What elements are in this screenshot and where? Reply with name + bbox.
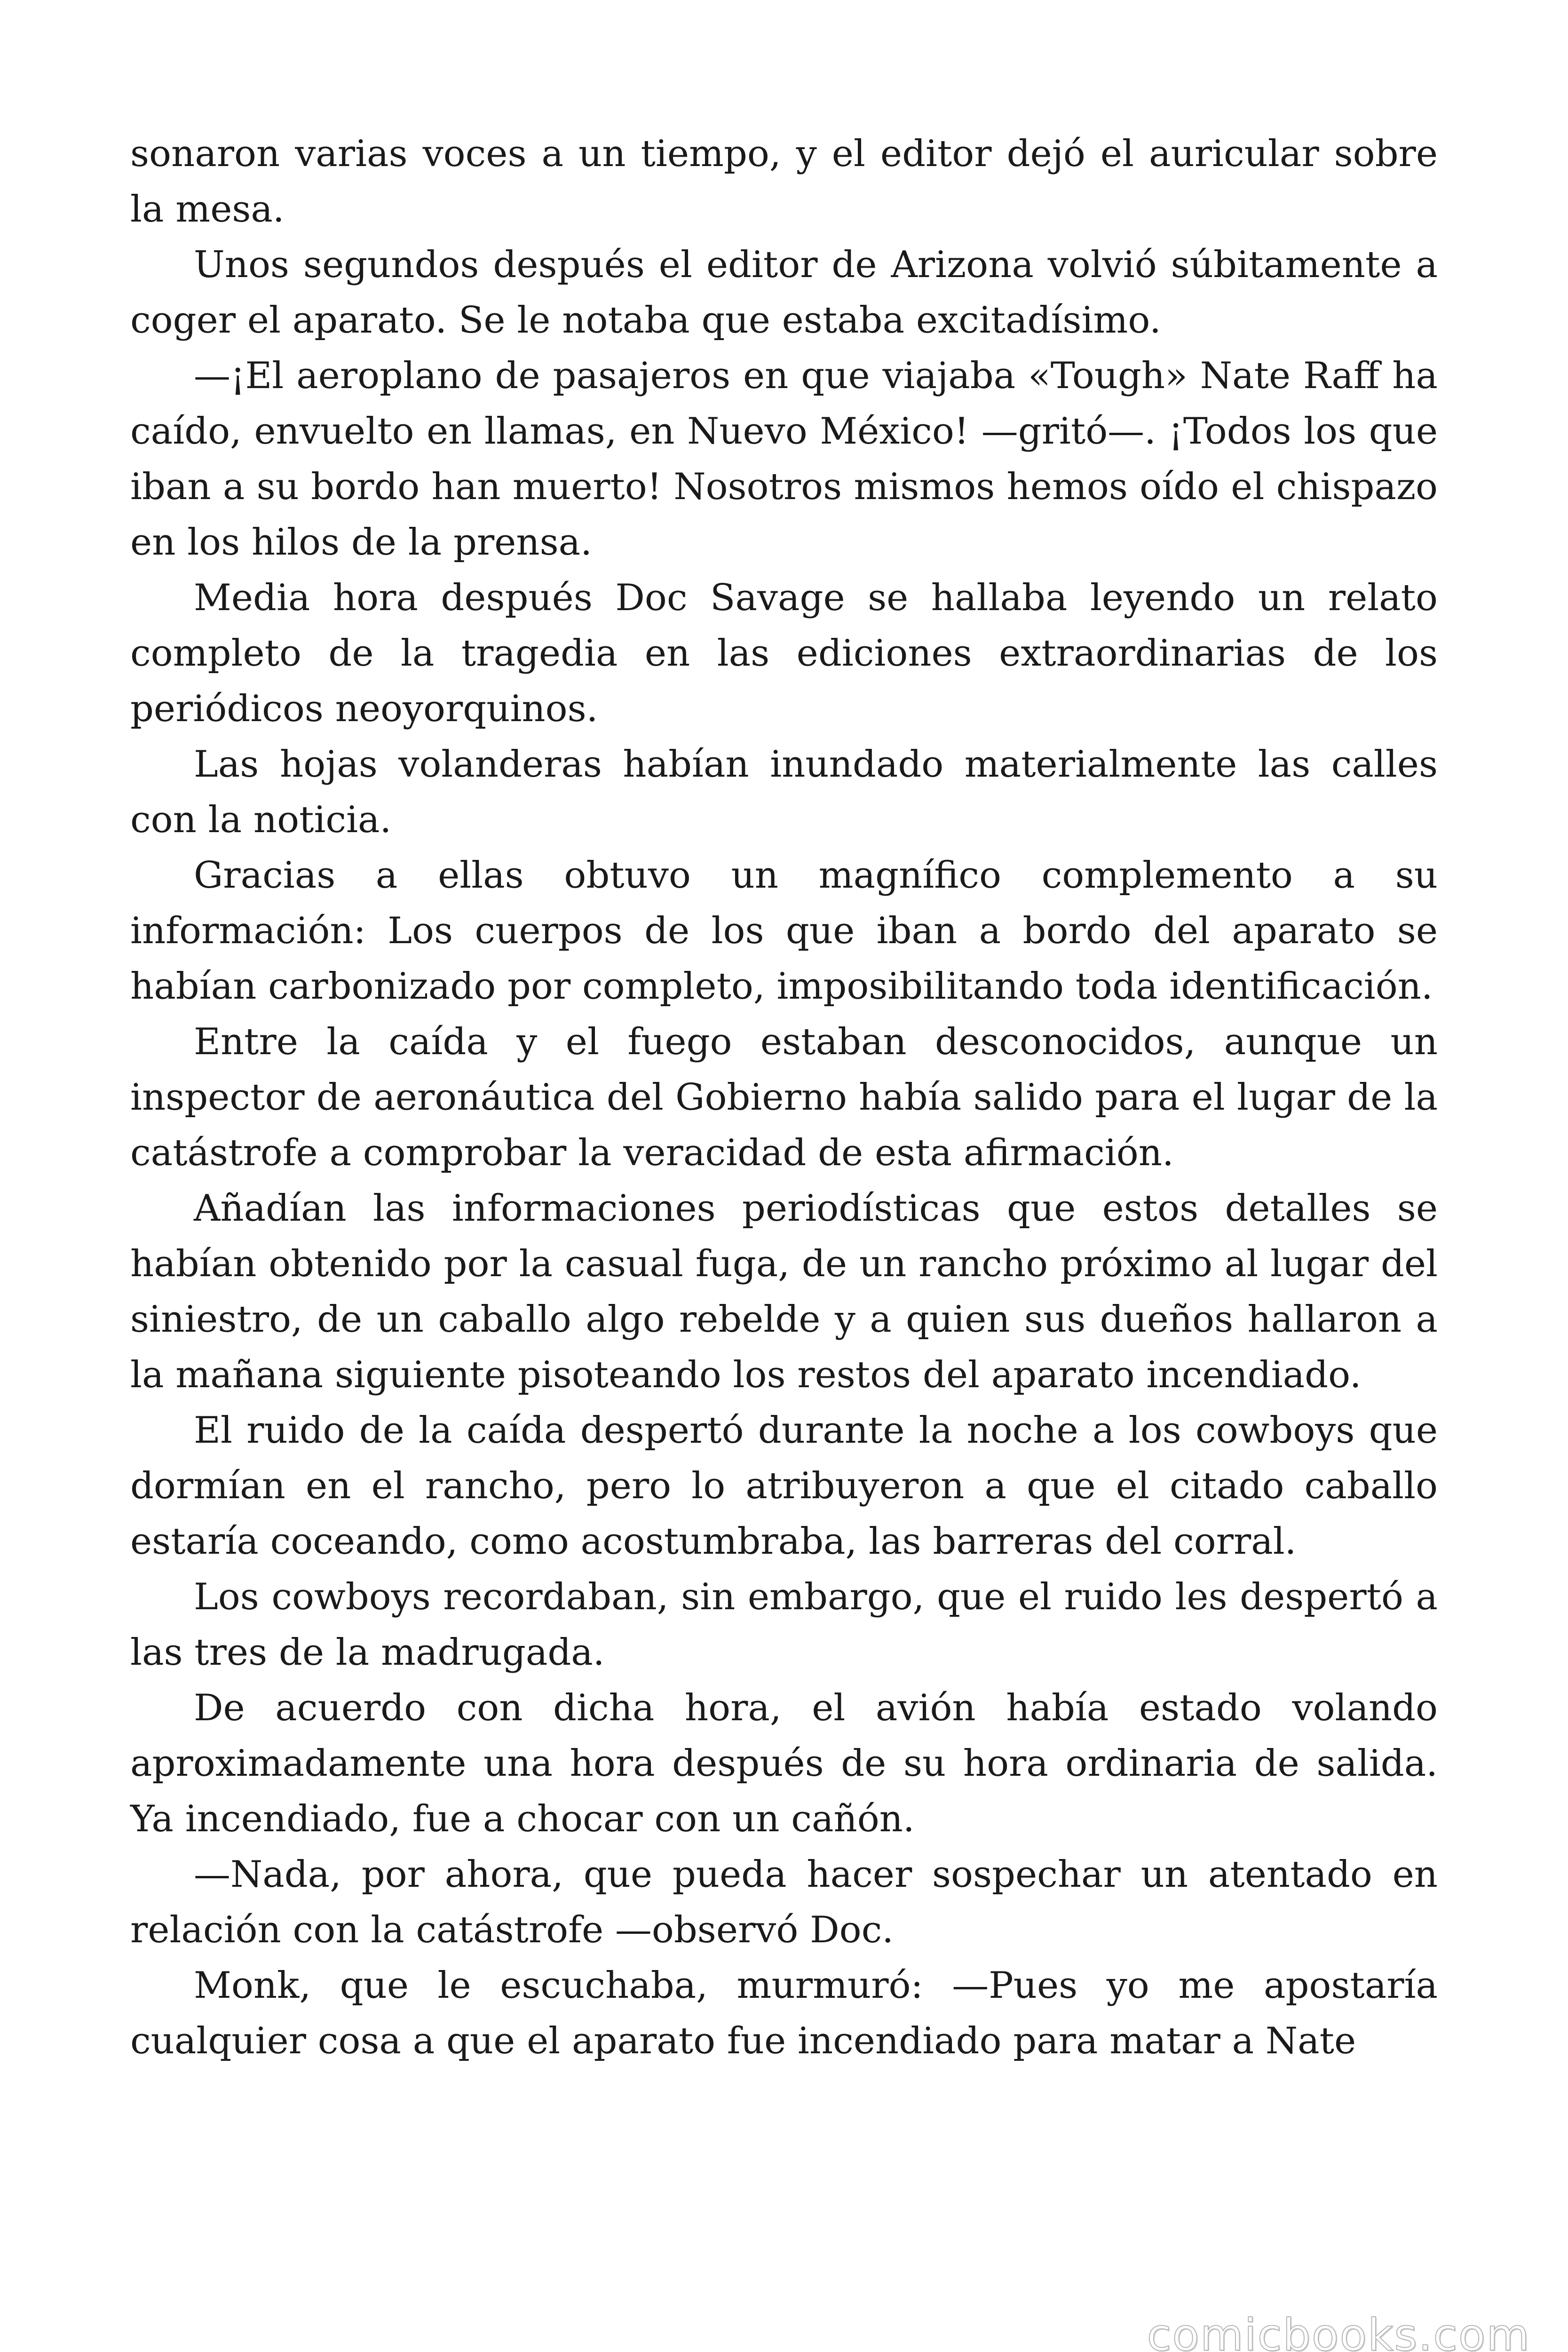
paragraph: Gracias a ellas obtuvo un magnífico complemento a su información: Los cuerpos de los que iban a bordo del aparato se habían carbonizado por completo, imposibilitando toda identificación. bbox=[130, 854, 1438, 1008]
site-watermark: comicbooks.com bbox=[1147, 2310, 1530, 2352]
paragraph: sonaron varias voces a un tiempo, y el editor dejó el auricular sobre la mesa. bbox=[130, 133, 1438, 230]
paragraph: Unos segundos después el editor de Arizona volvió súbitamente a coger el aparato. Se le notaba que estaba excitadísimo. bbox=[130, 244, 1438, 342]
paragraph: Media hora después Doc Savage se hallaba leyendo un relato completo de la tragedia en las ediciones extraordinarias de los periódicos neoyorquinos. bbox=[130, 577, 1438, 730]
paragraph: Monk, que le escuchaba, murmuró: —Pues yo me apostaría cualquier cosa a que el aparato fue incendiado para matar a Nate bbox=[130, 1964, 1438, 2062]
paragraph: De acuerdo con dicha hora, el avión había estado volando aproximadamente una hora después de su hora ordinaria de salida. Ya incendiado, fue a chocar con un cañón. bbox=[130, 1687, 1438, 1840]
paragraph: —¡El aeroplano de pasajeros en que viajaba «Tough» Nate Raff ha caído, envuelto en llamas, en Nuevo México! —gritó—. ¡Todos los que iban a su bordo han muerto! Nosotros mismos hemos oído el chispazo en los hilos de la prensa. bbox=[130, 355, 1438, 564]
body-text bbox=[130, 126, 1438, 2069]
paragraph: Añadían las informaciones periodísticas que estos detalles se habían obtenido por la casual fuga, de un rancho próximo al lugar del siniestro, de un caballo algo rebelde y a quien sus dueños hallaron a la mañana siguiente pisoteando los restos del aparato incendiado. bbox=[130, 1187, 1438, 1396]
paragraph: Entre la caída y el fuego estaban desconocidos, aunque un inspector de aeronáutica del Gobierno había salido para el lugar de la catástrofe a comprobar la veracidad de esta afirmación. bbox=[130, 1021, 1438, 1174]
paragraph: El ruido de la caída despertó durante la noche a los cowboys que dormían en el rancho, pero lo atribuyeron a que el citado caballo estaría coceando, como acostumbraba, las barreras del corral. bbox=[130, 1409, 1438, 1563]
paragraph: Las hojas volanderas habían inundado materialmente las calles con la noticia. bbox=[130, 743, 1438, 841]
paragraph: Los cowboys recordaban, sin embargo, que el ruido les despertó a las tres de la madrugada. bbox=[130, 1576, 1438, 1674]
paragraph: —Nada, por ahora, que pueda hacer sospechar un atentado en relación con la catástrofe —observó Doc. bbox=[130, 1853, 1438, 1951]
